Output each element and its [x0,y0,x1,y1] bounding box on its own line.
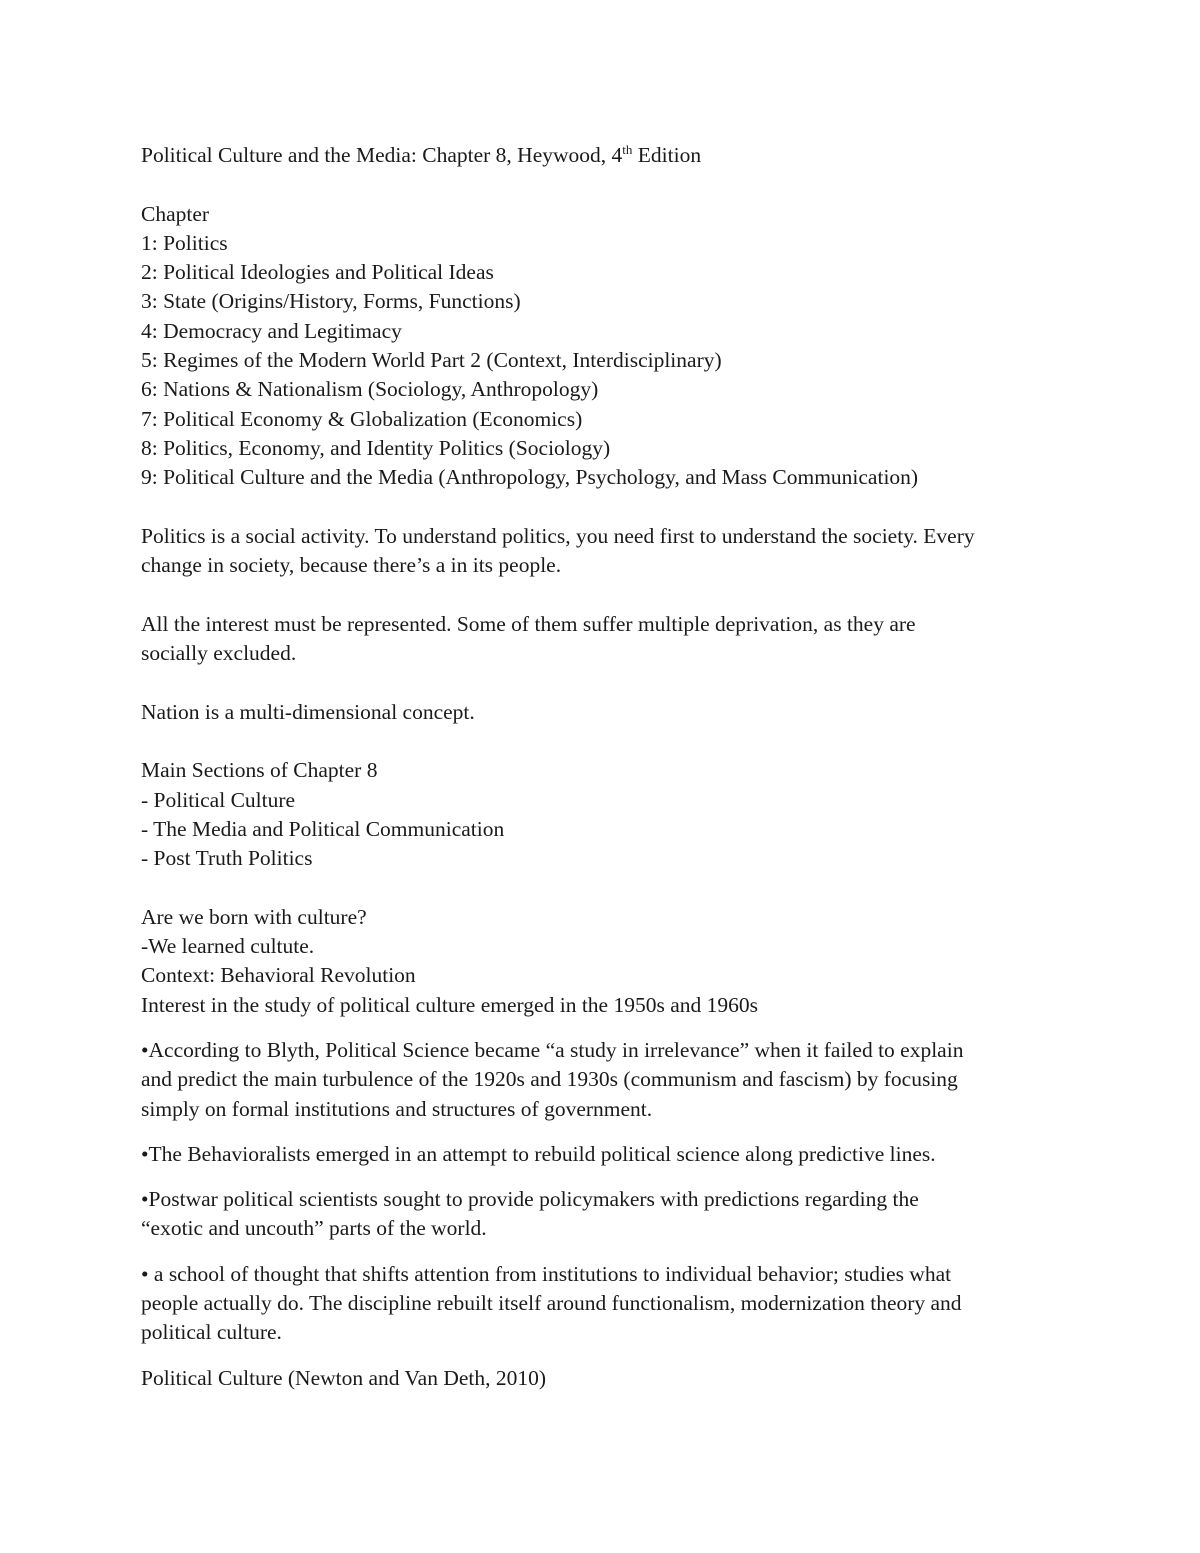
section-item: - The Media and Political Communication [141,816,505,841]
chapter-item: 1: Politics [141,230,228,255]
bullet-postwar [141,1185,1081,1244]
paragraph-line: Politics is a social activity. To understand politics, you need first to understand the society. Every [141,523,975,548]
paragraph-nation: Nation is a multi-dimensional concept. [141,699,475,724]
chapter-item: 3: State (Origins/History, Forms, Functions) [141,289,521,314]
bullet-behavioralists: •The Behavioralists emerged in an attempt to rebuild political science along predictive lines. [141,1141,936,1166]
bullet-line: simply on formal institutions and structures of government. [141,1096,653,1121]
chapter-item: 8: Politics, Economy, and Identity Politics (Sociology) [141,435,611,460]
sections-heading: Main Sections of Chapter 8 [141,758,378,783]
chapter-item: 2: Political Ideologies and Political Ideas [141,260,494,285]
paragraph-line: change in society, because there’s a in its people. [141,553,562,578]
title-tail: Edition [632,143,702,167]
section-item: - Post Truth Politics [141,846,313,871]
chapter-item: 9: Political Culture and the Media (Anthropology, Psychology, and Mass Communication) [141,465,919,490]
bullet-line: • a school of thought that shifts attention from institutions to individual behavior; studies what [141,1261,952,1286]
bullet-line: political culture. [141,1320,282,1345]
chapter-item: 6: Nations & Nationalism (Sociology, Anthropology) [141,377,599,402]
section-item: - Political Culture [141,787,296,812]
paragraph-line: socially excluded. [141,641,297,666]
document-title [141,141,1081,170]
culture-question: Are we born with culture? [141,904,367,929]
bullet-blyth [141,1036,1081,1124]
paragraph-politics [141,522,1081,581]
chapter-item: 5: Regimes of the Modern World Part 2 (Context, Interdisciplinary) [141,348,722,373]
paragraph-line: All the interest must be represented. Some of them suffer multiple deprivation, as they are [141,611,916,636]
paragraph-interest [141,610,1081,669]
bullet-line: “exotic and uncouth” parts of the world. [141,1216,487,1241]
title-superscript: th [622,141,633,157]
title-main: Political Culture and the Media: Chapter 8, Heywood, 4 [141,143,623,167]
culture-answer: -We learned cultute. [141,934,315,959]
bullet-line: •Postwar political scientists sought to provide policymakers with predictions regarding the [141,1187,919,1212]
closing-heading: Political Culture (Newton and Van Deth, 2010) [141,1365,547,1390]
chapter-item: 7: Political Economy & Globalization (Economics) [141,406,583,431]
bullet-line: people actually do. The discipline rebuilt itself around functionalism, modernization theory and [141,1290,962,1315]
bullet-school-of-thought [141,1260,1081,1348]
culture-interest: Interest in the study of political culture emerged in the 1950s and 1960s [141,992,758,1017]
culture-context: Context: Behavioral Revolution [141,963,416,988]
chapter-heading: Chapter [141,201,210,226]
bullet-line: •According to Blyth, Political Science became “a study in irrelevance” when it failed to explain [141,1037,964,1062]
chapter-item: 4: Democracy and Legitimacy [141,318,402,343]
document-body [141,141,1081,1393]
bullet-line: and predict the main turbulence of the 1920s and 1930s (communism and fascism) by focusing [141,1067,958,1092]
